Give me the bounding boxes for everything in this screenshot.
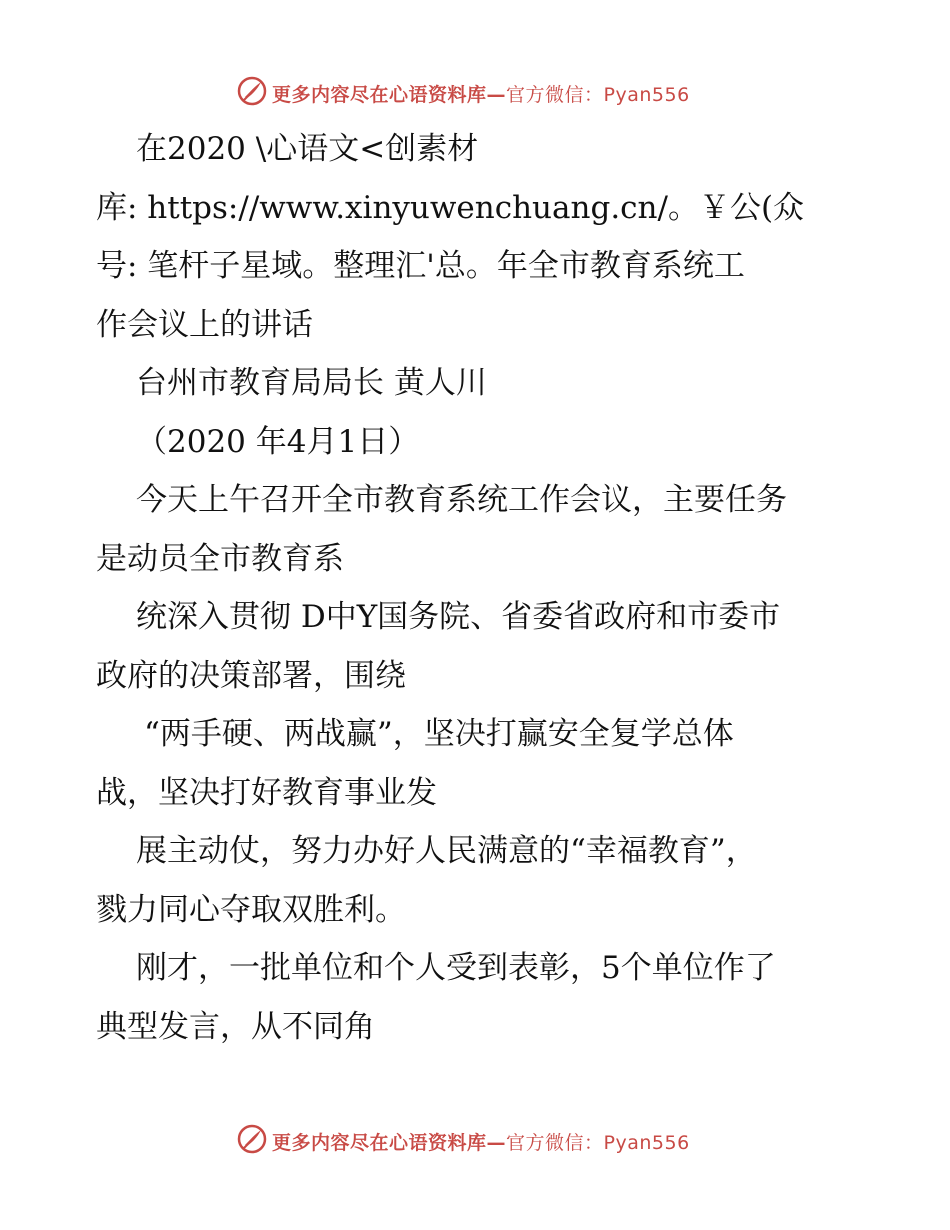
watermark-text [272,80,690,107]
text-line: 戮力同心夺取双胜利。 [96,891,406,928]
text-line: 战，坚决打好教育事业发 [96,774,437,811]
text-line: 库: https://www.xinyuwenchuang.cn/。￥公(众 [96,189,805,226]
text-line: 号: 笔杆子星域。整理汇'总。年全市教育系统工 [96,248,745,284]
watermark-dash: — [486,1132,507,1154]
text-line: 统深入贯彻 D中Y国务院、省委省政府和市委市 [136,599,781,635]
quill-seal-icon [236,1123,268,1155]
header-watermark [0,72,950,112]
document-body [96,120,866,1056]
text-line: 作会议上的讲话 [96,306,313,343]
text-line: 刚才，一批单位和个人受到表彰，5个单位作了 [136,950,776,986]
watermark-text [272,1128,690,1155]
text-line: 是动员全市教育系 [96,540,344,577]
text-line: 典型发言，从不同角 [96,1008,375,1045]
date-line: （2020 年4月1日） [136,423,420,460]
watermark-wechat-id: Pyan556 [603,1132,690,1154]
text-line: 在2020 \心语文<创素材 [136,131,479,167]
text-line: “两手硬、两战赢”，坚决打赢安全复学总体 [144,716,734,752]
watermark-wechat-label: 官方微信： [506,84,604,106]
footer-watermark [0,1120,950,1160]
text-line: 展主动仗，努力办好人民满意的“幸福教育”， [136,833,757,869]
watermark-main-text: 更多内容尽在心语资料库 [272,84,487,106]
watermark-wechat-id: Pyan556 [603,84,690,106]
author-line: 台州市教育局局长 黄人川 [136,365,487,401]
watermark-dash: — [486,84,507,106]
watermark-wechat-label: 官方微信： [506,1132,604,1154]
text-line: 政府的决策部署，围绕 [96,657,406,694]
watermark-main-text: 更多内容尽在心语资料库 [272,1132,487,1154]
quill-seal-icon [236,75,268,107]
text-line: 今天上午召开全市教育系统工作会议，主要任务 [136,482,787,518]
